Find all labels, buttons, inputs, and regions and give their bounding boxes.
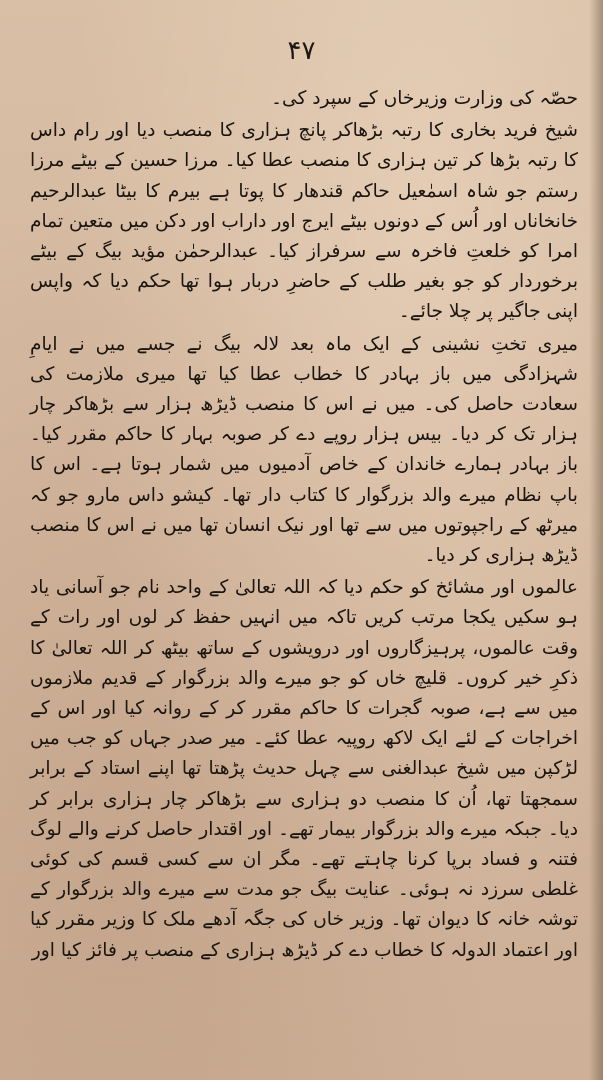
page-edge-shadow <box>589 0 603 1080</box>
page-number: ۴۷ <box>287 36 316 66</box>
paragraph-4: عالموں اور مشائخ کو حکم دیا کہ اللہ تعالیٰ کے واحد نام جو آسانی یاد ہو سکیں یکجا مرتب کریں تاکہ میں انہیں حفظ کر لوں اور رات کے وقت عالموں، پرہیزگاروں اور درویشوں کے ساتھ بیٹھ کر اللہ تعالیٰ کا ذکرِ خیر کروں۔ قلیچ خاں کو جو میرے والد بزرگوار کے قدیم ملازموں میں سے ہے، صوبہ گجرات کا حاکم مقرر کر کے روانہ کیا اور اس کے اخراجات کے لئے ایک لاکھ روپیہ عطا کئے۔ میر صدر جہاں کو جب میں لڑکپن میں شیخ عبدالغنی سے چہل حدیث پڑھتا تھا اپنے استاد کے برابر سمجھتا تھا، اُن کا منصب دو ہزاری سے بڑھاکر چار ہزاری برابر کر دیا۔ جبکہ میرے والد بزرگوار بیمار تھے۔ اور اقتدار حاصل کرنے والے لوگ فتنہ و فساد برپا کرنا چاہتے تھے۔ مگر ان سے کسی قسم کی کوئی غلطی سرزد نہ ہوئی۔ عنایت بیگ جو مدت سے میرے والد بزرگوار کے توشہ خانہ کا دیوان تھا۔ وزیر خاں کی جگہ آدھے ملک کا وزیر مقرر کیا اور اعتماد الدولہ کا خطاب دے کر ڈیڑھ ہزاری کے منصب پر فائز کیا اور <box>30 577 578 961</box>
paragraph-2: شیخ فرید بخاری کا رتبہ بڑھاکر پانچ ہزاری کا منصب دیا اور رام داس کا رتبہ بڑھا کر تین ہزاری کا منصب عطا کیا۔ مرزا حسین کے بیٹے مرزا رستم جو شاہ اسمٰعیل حاکم قندھار کا پوتا ہے بیرم کا بیٹا عبدالرحیم خانخاناں اور اُس کے دونوں بیٹے ایرج اور داراب اور دکن میں متعین تمام امرا کو خلعتِ فاخرہ سے سرفراز کیا۔ عبدالرحمٰن مؤید بیگ کے بیٹے برخوردار کو جو بغیر طلب کے حاضرِ دربار ہوا تھا حکم دیا کہ واپس اپنی جاگیر پر چلا جائے۔ <box>30 120 578 323</box>
page-text <box>30 84 578 966</box>
paragraph-3: میری تختِ نشینی کے ایک ماہ بعد لالہ بیگ نے جسے میں نے ایامِ شہزادگی میں باز بہادر کا خطاب عطا کیا تھا میری ملازمت کی سعادت حاصل کی۔ میں نے اس کا منصب ڈیڑھ ہزار سے بڑھاکر چار ہزار تک کر دیا۔ بیس ہزار روپے دے کر صوبہ بہار کا حاکم مقرر کیا۔ باز بہادر ہمارے خاندان کے خاص آدمیوں میں شمار ہوتا ہے۔ اس کا باپ نظام میرے والد بزرگوار کا کتاب دار تھا۔ کیشو داس مارو جو کہ میرٹھ کے راجپوتوں میں سے تھا اور نیک انسان تھا میں نے اس کا منصب ڈیڑھ ہزاری کر دیا۔ <box>30 333 578 567</box>
paragraph-1: حصّہ کی وزارت وزیرخاں کے سپرد کی۔ <box>271 88 578 109</box>
